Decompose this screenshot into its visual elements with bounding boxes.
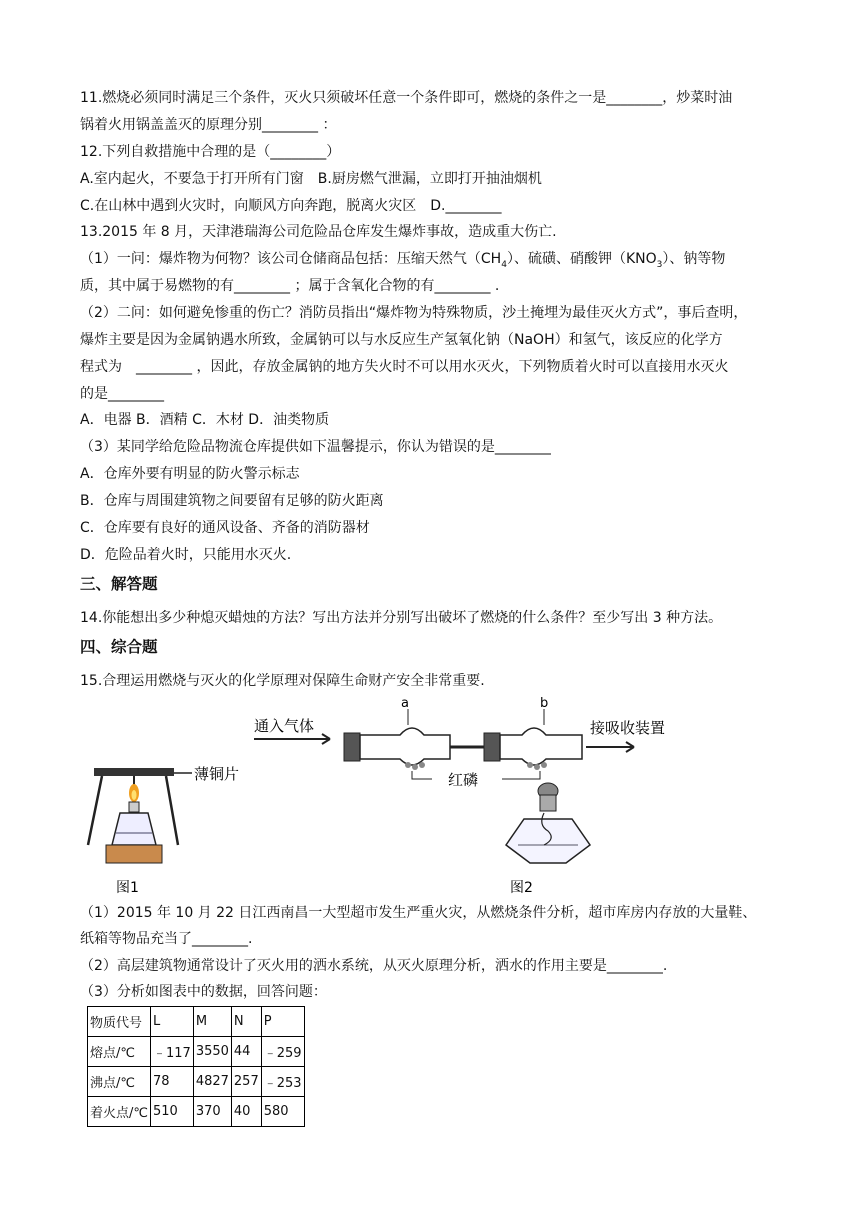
table-cell: 4827 [193,1067,231,1097]
q13-part3-option-c: C．仓库要有良好的通风设备、齐备的消防器材 [80,520,370,536]
q13-part3-option-d: D．危险品着火时，只能用水灭火. [80,547,292,563]
table-cell: 510 [150,1097,193,1127]
figure-label-b: b [540,696,549,711]
ch4-subscript: 4 [501,259,507,270]
q13-part2-line4: 的是________ [80,386,164,402]
table-cell: 40 [231,1097,261,1127]
figure-label-red-phosphorus: 红磷 [448,771,479,789]
table-cell: 3550 [193,1037,231,1067]
q12-option-b: B.厨房燃气泄漏，立即打开抽油烟机 [317,171,542,187]
q13-part3-option-b: B．仓库与周围建筑物之间要留有足够的防火距离 [80,493,384,509]
q13-p1-text-a: （1）一问：爆炸物为何物？该公司仓储商品包括：压缩天然气（CH [80,251,502,267]
table-header-cell: 物质代号 [88,1007,151,1037]
table-cell: 580 [261,1097,304,1127]
figure2-glass-tubes [344,709,582,779]
q13-p1-text-c: ）、钠等物 [662,251,726,267]
table-row [88,1067,305,1097]
q13-part3-stem: （3）某同学给危险品物流仓库提供如下温馨提示，你认为错误的是________ [80,439,551,455]
q13-part2-line2: 爆炸主要是因为金属钠遇水所致，金属钠可以与水反应生产氢氧化钠（NaOH）和氢气，该反应的化学方 [80,332,723,348]
q13-part3-option-a: A．仓库外要有明显的防火警示标志 [80,466,300,482]
q15-part3: （3）分析如图表中的数据，回答问题： [80,984,327,1000]
figure-label-a: a [401,696,409,711]
q12-option-a: A.室内起火，不要急于打开所有门窗 [80,171,304,187]
q15-stem: 15.合理运用燃烧与灭火的化学原理对保障生命财产安全非常重要. [80,673,485,689]
figure-label-gas-in: 通入气体 [254,717,315,735]
table-cell: 熔点/℃ [88,1037,151,1067]
q11-line1: 11.燃烧必须同时满足三个条件，灭火只须破坏任意一个条件即可，燃烧的条件之一是________，炒菜时油 [80,90,733,106]
table-cell: ﹣253 [261,1067,304,1097]
section-heading-4: 四、综合题 [80,638,158,656]
kno3-subscript: 3 [656,259,663,270]
table-header-cell: M [193,1007,231,1037]
figure1-tripod-apparatus [88,768,192,863]
combustion-experiment-figure [82,695,672,895]
q13-part2-line3: 程式为 ________ ，因此，存放金属钠的地方失火时不可以用水灭火，下列物质着火时可以直接用水灭火 [80,359,729,375]
q13-p1-text-b: ）、硫磺、硝酸钾（KNO [506,251,657,267]
figure2-alcohol-lamp [506,783,590,863]
table-cell: 着火点/℃ [88,1097,151,1127]
table-row [88,1097,305,1127]
q12-option-d: D.________ [430,198,502,214]
q15-part1-line1: （1）2015 年 10 月 22 日江西南昌一大型超市发生严重火灾，从燃烧条件分析，超市库房内存放的大量鞋、 [80,905,757,921]
table-cell: 44 [231,1037,261,1067]
q12-stem: 12.下列自救措施中合理的是（________） [80,144,341,160]
q13-part2-options: A．电器 B．酒精 C．木材 D．油类物质 [80,412,330,428]
q13-part2-line1: （2）二问：如何避免惨重的伤亡？消防员指出“爆炸物为特殊物质，沙土掩埋为最佳灭火方式”，事后查明， [80,305,748,321]
table-header-cell: L [150,1007,193,1037]
q13-part1-line1 [80,249,780,275]
q12-options-ab [80,169,780,189]
q11-line2: 锅着火用锅盖盖灭的原理分别________ ： [80,117,337,133]
q15-part2: （2）高层建筑物通常设计了灭火用的洒水系统，从灭火原理分析，洒水的作用主要是________. [80,958,668,974]
q12-option-c: C.在山林中遇到火灾时，向顺风方向奔跑，脱离火灾区 [80,198,417,214]
figure1-caption: 图1 [116,880,139,895]
table-cell: ﹣117 [150,1037,193,1067]
q15-part1-line2: 纸箱等物品充当了________. [80,931,253,947]
table-cell: ﹣259 [261,1037,304,1067]
table-header-row [88,1007,305,1037]
table-row [88,1037,305,1067]
q12-options-cd [80,196,780,216]
figure-label-copper: 薄铜片 [194,765,240,783]
table-cell: 370 [193,1097,231,1127]
substance-data-table [87,1006,305,1127]
q13-stem: 13.2015 年 8 月，天津港瑞海公司危险品仓库发生爆炸事故，造成重大伤亡. [80,224,557,240]
q13-part1-line2: 质，其中属于易燃物的有________ ；属于含氧化合物的有________ . [80,278,500,294]
table-cell: 257 [231,1067,261,1097]
table-cell: 沸点/℃ [88,1067,151,1097]
table-cell: 78 [150,1067,193,1097]
figure-label-absorb: 接吸收装置 [590,719,666,737]
q14-text: 14.你能想出多少种熄灭蜡烛的方法？写出方法并分别写出破坏了燃烧的什么条件？至少写出 3 种方法。 [80,610,723,626]
table-header-cell: P [261,1007,304,1037]
figure2-caption: 图2 [510,880,533,895]
table-header-cell: N [231,1007,261,1037]
section-heading-3: 三、解答题 [80,575,158,593]
